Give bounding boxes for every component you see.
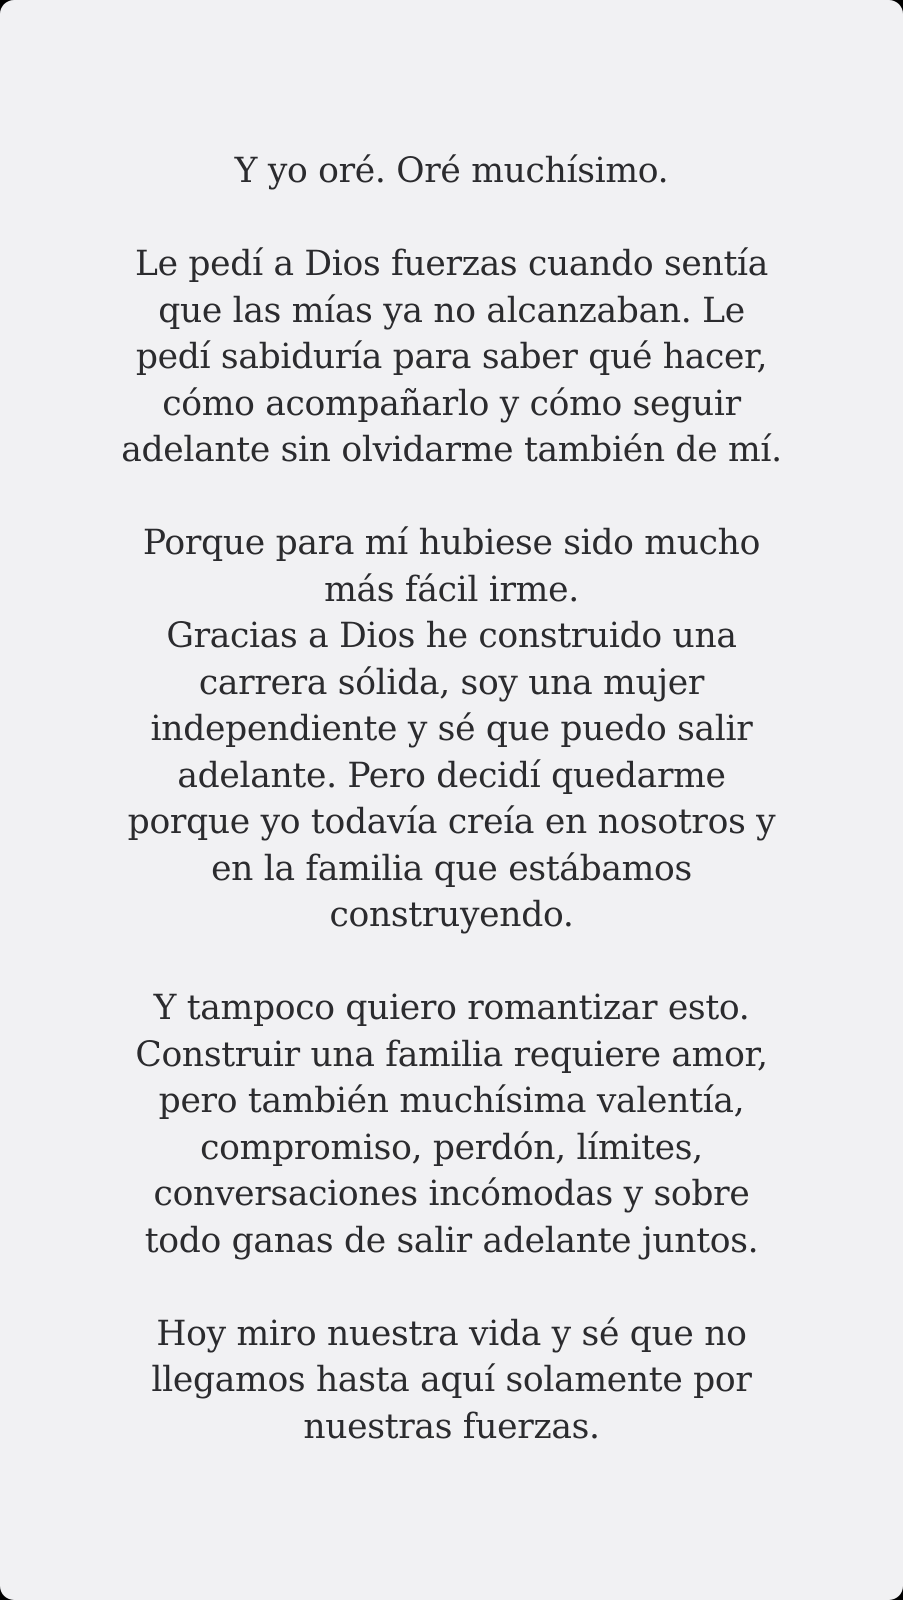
text-line: Construir una familia requiere amor, <box>135 1034 768 1075</box>
text-line: más fácil irme. <box>324 569 579 610</box>
story-text <box>0 148 903 1497</box>
text-line: que las mías ya no alcanzaban. Le <box>158 290 745 331</box>
text-line: Le pedí a Dios fuerzas cuando sentía <box>134 244 769 284</box>
text-line: compromiso, perdón, límites, <box>200 1127 703 1168</box>
text-line: cómo acompañarlo y cómo seguir <box>162 383 741 424</box>
text-line: Gracias a Dios he construido una <box>166 616 737 656</box>
text-line: construyendo. <box>329 895 574 935</box>
text-line: en la familia que estábamos <box>211 848 692 889</box>
text-line: Hoy miro nuestra vida y sé que no <box>156 1313 747 1354</box>
text-line: adelante sin olvidarme también de mí. <box>121 430 782 470</box>
paragraph-2 <box>20 241 883 474</box>
text-line: todo ganas de salir adelante juntos. <box>144 1220 759 1261</box>
text-line: porque yo todavía creía en nosotros y <box>127 802 776 842</box>
text-line: nuestras fuerzas. <box>303 1406 600 1447</box>
text-line: Y yo oré. Oré muchísimo. <box>234 151 669 191</box>
paragraph-5 <box>20 1311 883 1451</box>
paragraph-4 <box>20 985 883 1264</box>
paragraph-1 <box>20 148 883 195</box>
text-line: adelante. Pero decidí quedarme <box>177 755 726 796</box>
text-line: independiente y sé que puedo salir <box>150 709 753 749</box>
text-line: pero también muchísima valentía, <box>158 1081 745 1121</box>
text-line: carrera sólida, soy una mujer <box>198 662 705 703</box>
paragraph-3 <box>20 520 883 939</box>
text-line: conversaciones incómodas y sobre <box>153 1174 750 1214</box>
text-line: Porque para mí hubiese sido mucho <box>142 523 761 563</box>
text-line: Y tampoco quiero romantizar esto. <box>153 988 750 1028</box>
text-line: llegamos hasta aquí solamente por <box>151 1360 752 1400</box>
text-line: pedí sabiduría para saber qué hacer, <box>135 337 768 377</box>
